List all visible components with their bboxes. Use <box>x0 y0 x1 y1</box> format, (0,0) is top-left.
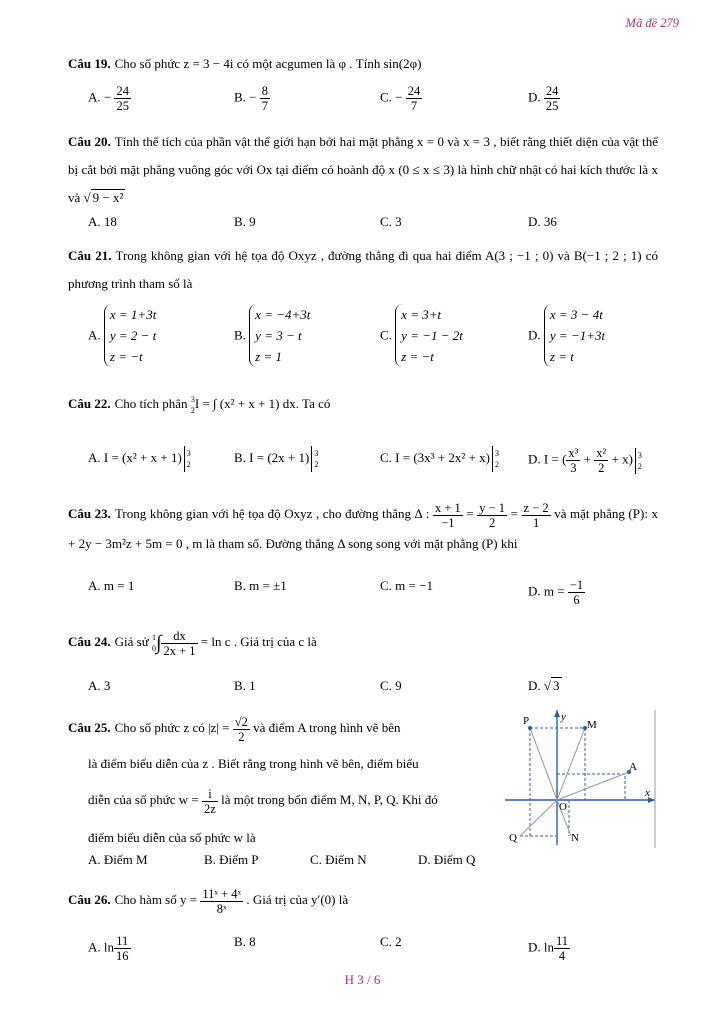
q23-option-c[interactable]: C. m = −1 <box>380 578 433 593</box>
x-axis-label: x <box>645 787 650 799</box>
q20-option-d[interactable]: D. 36 <box>528 214 557 229</box>
question-label: Câu 19. <box>68 56 111 71</box>
question-24: Câu 24. Giả sử 1 0 ∫ $\frac{dx}{2x + 1}$ = ln c . Giá trị của c là <box>68 628 317 658</box>
q21-option-b[interactable]: B. x = −4+3t y = 3 − t z = 1 <box>234 304 310 367</box>
q26-option-d[interactable]: D. ln $\frac{11}{4}$ <box>528 934 569 963</box>
complex-plane-figure <box>505 710 657 848</box>
q22-option-c[interactable]: C. I = (3x³ + 2x² + x) 3 2 <box>380 446 499 472</box>
q25-option-a[interactable]: A. Điểm M <box>88 852 148 867</box>
integral-expression: I = ∫ (x² + x + 1) dx <box>194 396 296 411</box>
q19-option-c[interactable]: C. − $\frac{24}{7}$ <box>380 84 421 113</box>
point-n-label: N <box>571 832 579 844</box>
question-25-line-3: diễn của số phức w = $\frac{i}{2z}$ là một trong bốn điểm M, N, P, Q. Khi đó <box>88 786 438 816</box>
question-25-line-4: điểm biểu diễn của số phức w là <box>88 830 256 845</box>
q21-option-a[interactable]: A. x = 1+3t y = 2 − t z = −t <box>88 304 156 367</box>
q19-option-a[interactable]: A. − $\frac{24}{25}$ <box>88 84 129 113</box>
q24-option-d[interactable]: D. √ 3 <box>528 678 560 693</box>
q20-option-b[interactable]: B. 9 <box>234 214 256 229</box>
question-22: Câu 22. Cho tích phân 3 2 I = ∫ (x² + x + 1) dx. Ta có <box>68 395 331 416</box>
q19-option-d[interactable]: D. $\frac{24}{25}$ <box>528 84 559 113</box>
point-p-label: P <box>523 715 530 727</box>
origin-label: O <box>559 801 567 813</box>
q24-option-a[interactable]: A. 3 <box>88 678 111 693</box>
point-m-label: M <box>587 719 597 731</box>
question-25-line-1: Câu 25. Cho số phức z có |z| = $\frac{√2}{2}$ và điểm A trong hình vẽ bên <box>68 714 401 744</box>
q20-option-a[interactable]: A. 18 <box>88 214 117 229</box>
page-number: H 3 / 6 <box>344 972 381 987</box>
question-25-line-2: là điểm biểu diễn của z . Biết rằng trong hình vẽ bên, điểm biểu <box>88 756 419 771</box>
q19-option-b[interactable]: B. − $\frac{8}{7}$ <box>234 84 269 113</box>
exam-code: Mã đề 279 <box>625 16 679 30</box>
q23-option-d[interactable]: D. m = $\frac{-1}{6}$ <box>528 578 584 607</box>
question-26: Câu 26. Cho hàm số y = $\frac{\text{11ˣ + 4ˣ}}{\text{8ˣ}}$ . Giá trị của y′(0) là <box>68 886 349 916</box>
q26-option-b[interactable]: B. 8 <box>234 934 256 949</box>
q23-option-a[interactable]: A. m = 1 <box>88 578 135 593</box>
q21-option-c[interactable]: C. x = 3+t y = −1 − 2t z = −t <box>380 304 463 367</box>
sqrt-expression: 9 − x² <box>92 190 124 205</box>
q21-option-d[interactable]: D. x = 3 − 4t y = −1+3t z = t <box>528 304 605 367</box>
q20-option-c[interactable]: C. 3 <box>380 214 402 229</box>
q24-option-b[interactable]: B. 1 <box>234 678 256 693</box>
y-axis-label: y <box>561 711 566 723</box>
q22-option-d[interactable]: D. I = ( $\frac{\text{x³}}{3}$ + $\frac{\text{x²}}{2}$ + x) 3 2 <box>528 446 642 475</box>
question-20: Câu 20. Tính thể tích của phần vật thể giới hạn bởi hai mặt phẳng x = 0 và x = 3 , biết rằng thiết diện của vật thể bị cắt bởi mặt phẳng vuông góc với Ox tại điểm có hoành độ x (0 ≤ x ≤ 3) là hình chữ nhật có hai kích thước là x và √ 9 − x² <box>68 134 658 205</box>
q24-option-c[interactable]: C. 9 <box>380 678 402 693</box>
q23-option-b[interactable]: B. m = ±1 <box>234 578 287 593</box>
q22-option-b[interactable]: B. I = (2x + 1) 3 2 <box>234 446 318 472</box>
q25-option-d[interactable]: D. Điểm Q <box>418 852 476 867</box>
question-23: Câu 23. Trong không gian với hệ tọa độ Oxyz , cho đường thẳng Δ : $\frac{x + 1}{-1}$ = $\frac{y - 1}{2}$ = $\frac{z - 2}{1}$ và mặt phẳng (P): x + 2y − 3m²z + 5m = 0 , m là tham số. Đường thẳng Δ song song với mặt phẳng (P) khi <box>68 500 658 551</box>
point-a-label: A <box>629 761 637 773</box>
point-q-label: Q <box>509 832 517 844</box>
q22-option-a[interactable]: A. I = (x² + x + 1) 3 2 <box>88 446 191 472</box>
q25-option-b[interactable]: B. Điểm P <box>204 852 259 867</box>
question-19: Câu 19. Cho số phức z = 3 − 4i có một acgumen là φ . Tính sin(2φ) <box>68 56 422 71</box>
q26-option-c[interactable]: C. 2 <box>380 934 402 949</box>
q25-option-c[interactable]: C. Điểm N <box>310 852 367 867</box>
question-21: Câu 21. Trong không gian với hệ tọa độ Oxyz , đường thẳng đi qua hai điểm A(3 ; −1 ; 0) và B(−1 ; 2 ; 1) có phương trình tham số là <box>68 248 659 291</box>
q26-option-a[interactable]: A. ln $\frac{11}{16}$ <box>88 934 129 963</box>
